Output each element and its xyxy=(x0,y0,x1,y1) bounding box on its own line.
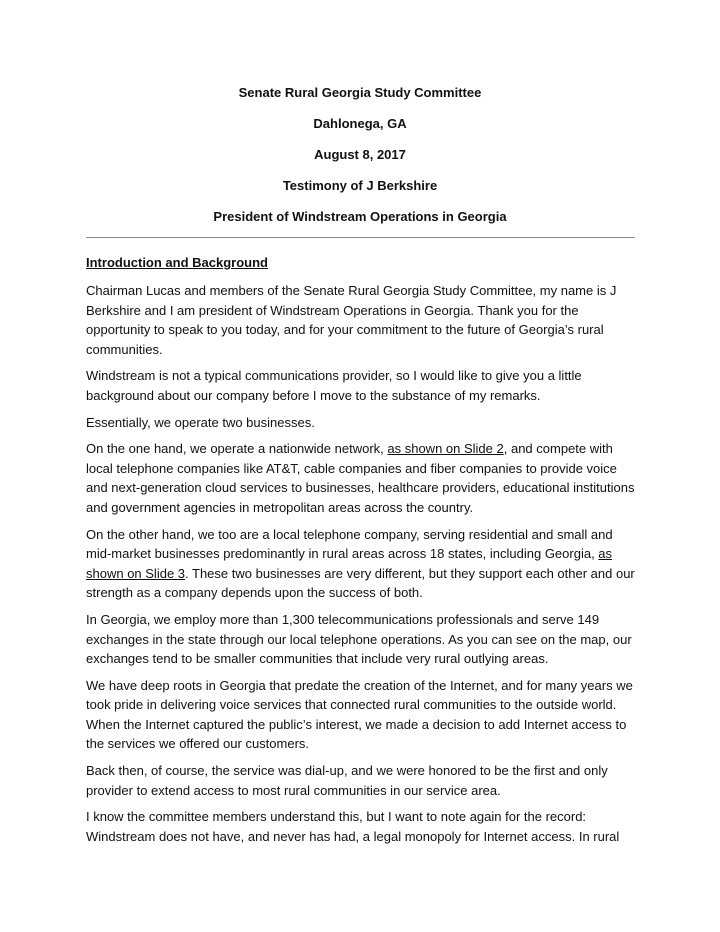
paragraph-1: Chairman Lucas and members of the Senate Rural Georgia Study Committee, my name is J Berkshire and I am president of Windstream Operations in Georgia. Thank you for the opportunity to speak to you today, and for your commitment to the future of Georgia’s rural communities. xyxy=(86,283,617,357)
paragraph-5-text-start: On the other hand, we too are a local telephone company, serving residential and small and mid-market businesses predominantly in rural areas across 18 states, including Georgia, xyxy=(86,526,613,562)
paragraph-3: Essentially, we operate two businesses. xyxy=(86,414,315,430)
paragraph-4-text-end: , and compete with local telephone companies like AT&T, cable companies and fiber companies to provide voice and next-generation cloud services to businesses, healthcare providers, educational institutions and government agencies in metropolitan areas across the country. xyxy=(86,441,635,515)
speaker-role: President of Windstream Operations in Georgia xyxy=(213,209,507,224)
paragraph-5-text-end: . These two businesses are very different, but they support each other and our strength as a company depends upon the success of both. xyxy=(86,565,635,601)
testimony-title: Testimony of J Berkshire xyxy=(282,178,438,193)
paragraph-4-text-start: On the one hand, we operate a nationwide network, xyxy=(86,441,388,457)
paragraph-9: I know the committee members understand this, but I want to note again for the record: Windstream does not have, and never has had, a legal monopoly for Internet access. In rural xyxy=(86,809,620,844)
slide-2-reference-link[interactable]: as shown on Slide 2 xyxy=(387,441,504,457)
document-header xyxy=(0,85,720,240)
paragraph-8: Back then, of course, the service was dial-up, and we were honored to be the first and only provider to extend access to most rural communities in our service area. xyxy=(86,763,608,798)
paragraph-5 xyxy=(86,525,638,603)
committee-title: Senate Rural Georgia Study Committee xyxy=(238,85,482,100)
paragraph-2: Windstream is not a typical communications provider, so I would like to give you a little background about our company before I move to the substance of my remarks. xyxy=(86,368,582,403)
paragraph-7: We have deep roots in Georgia that predate the creation of the Internet, and for many years we took pride in delivering voice services that connected rural communities to the outside world. When the Internet captured the public’s interest, we made a decision to add Internet access to the services we offered our customers. xyxy=(86,677,633,752)
horizontal-divider xyxy=(86,237,635,238)
document-body xyxy=(86,253,638,853)
section-heading: Introduction and Background xyxy=(86,255,268,270)
slide-3-reference-link[interactable]: as shown on Slide 3 xyxy=(86,546,613,581)
paragraph-4 xyxy=(86,439,638,517)
hearing-date: August 8, 2017 xyxy=(314,147,406,162)
paragraph-6: In Georgia, we employ more than 1,300 telecommunications professionals and serve 149 exchanges in the state through our local telephone operations. As you can see on the map, our exchanges tend to be smaller communities that include very rural outlying areas. xyxy=(86,611,632,667)
hearing-location: Dahlonega, GA xyxy=(313,116,407,131)
